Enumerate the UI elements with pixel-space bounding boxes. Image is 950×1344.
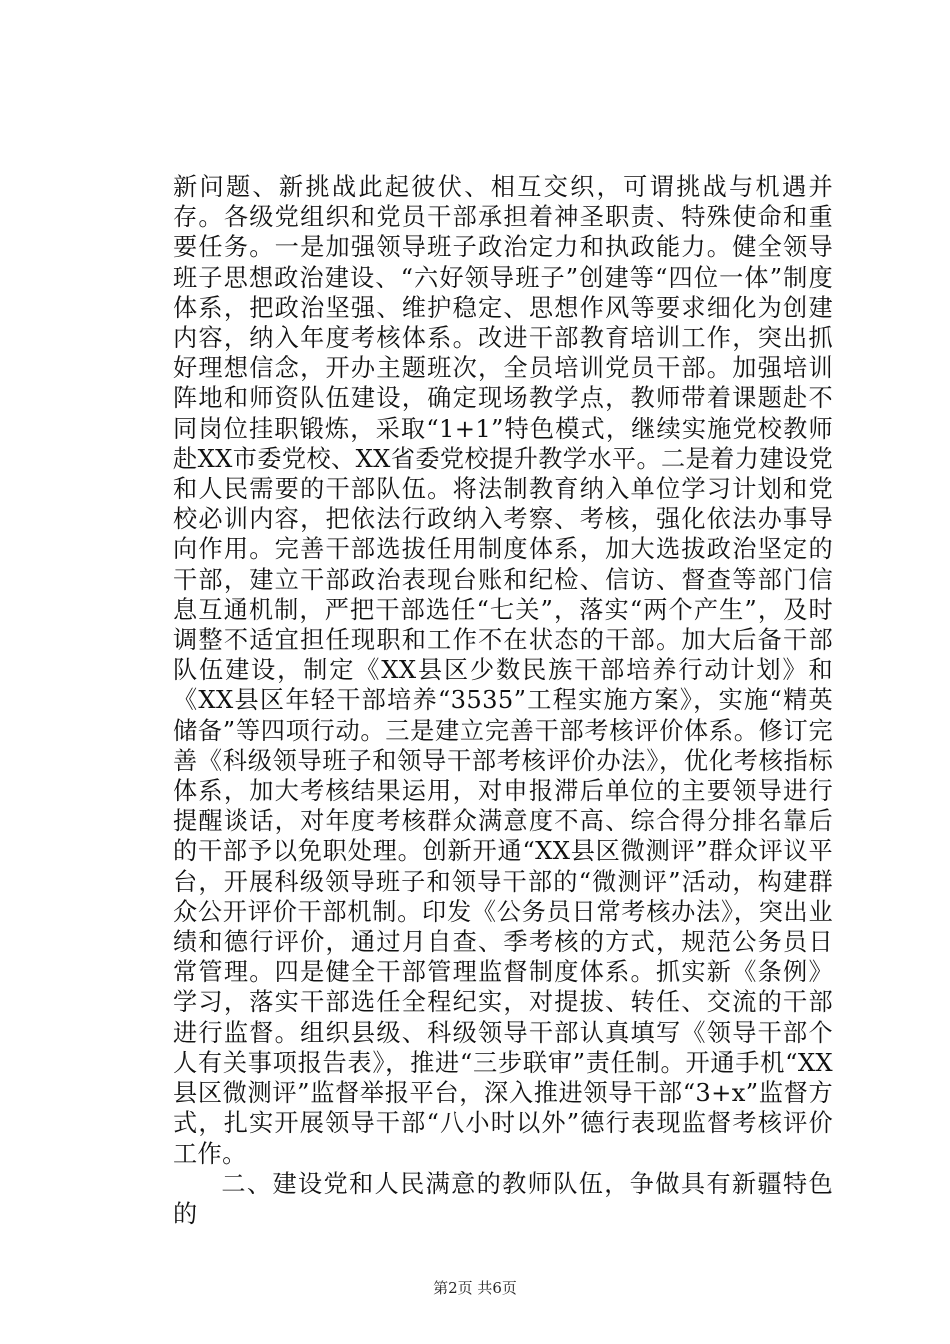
page-number-footer: 第2页 共6页 <box>433 1279 517 1297</box>
document-body <box>173 172 833 1229</box>
body-paragraph-1: 新问题、新挑战此起彼伏、相互交织，可谓挑战与机遇并存。各级党组织和党员干部承担着神圣职责、特殊使命和重要任务。一是加强领导班子政治定力和执政能力。健全领导班子思想政治建设、“六好领导班子”创建等“四位一体”制度体系，把政治坚强、维护稳定、思想作风等要求细化为创建内容，纳入年度考核体系。改进干部教育培训工作，突出抓好理想信念，开办主题班次，全员培训党员干部。加强培训阵地和师资队伍建设，确定现场教学点，教师带着课题赴不同岗位挂职锻炼，采取“1+1”特色模式，继续实施党校教师赴XX市委党校、XX省委党校提升教学水平。二是着力建设党和人民需要的干部队伍。将法制教育纳入单位学习计划和党校必训内容，把依法行政纳入考察、考核，强化依法办事导向作用。完善干部选拔任用制度体系，加大选拔政治坚定的干部，建立干部政治表现台账和纪检、信访、督查等部门信息互通机制，严把干部选任“七关”，落实“两个产生”，及时调整不适宜担任现职和工作不在状态的干部。加大后备干部队伍建设，制定《XX县区少数民族干部培养行动计划》和《XX县区年轻干部培养“3535”工程实施方案》，实施“精英储备”等四项行动。三是建立完善干部考核评价体系。修订完善《科级领导班子和领导干部考核评价办法》，优化考核指标体系，加大考核结果运用，对申报滞后单位的主要领导进行提醒谈话，对年度考核群众满意度不高、综合得分排名靠后的干部予以免职处理。创新开通“XX县区微测评”群众评议平台，开展科级领导班子和领导干部的“微测评”活动，构建群众公开评价干部机制。印发《公务员日常考核办法》，突出业绩和德行评价，通过月自查、季考核的方式，规范公务员日常管理。四是健全干部管理监督制度体系。抓实新《条例》学习，落实干部选任全程纪实，对提拔、转任、交流的干部进行监督。组织县级、科级领导干部认真填写《领导干部个人有关事项报告表》，推进“三步联审”责任制。开通手机“XX县区微测评”监督举报平台，深入推进领导干部“3+x”监督方式，扎实开展领导干部“八小时以外”德行表现监督考核评价工作。 <box>173 173 833 1168</box>
body-paragraph-2: 二、建设党和人民满意的教师队伍，争做具有新疆特色的 <box>173 1169 833 1228</box>
